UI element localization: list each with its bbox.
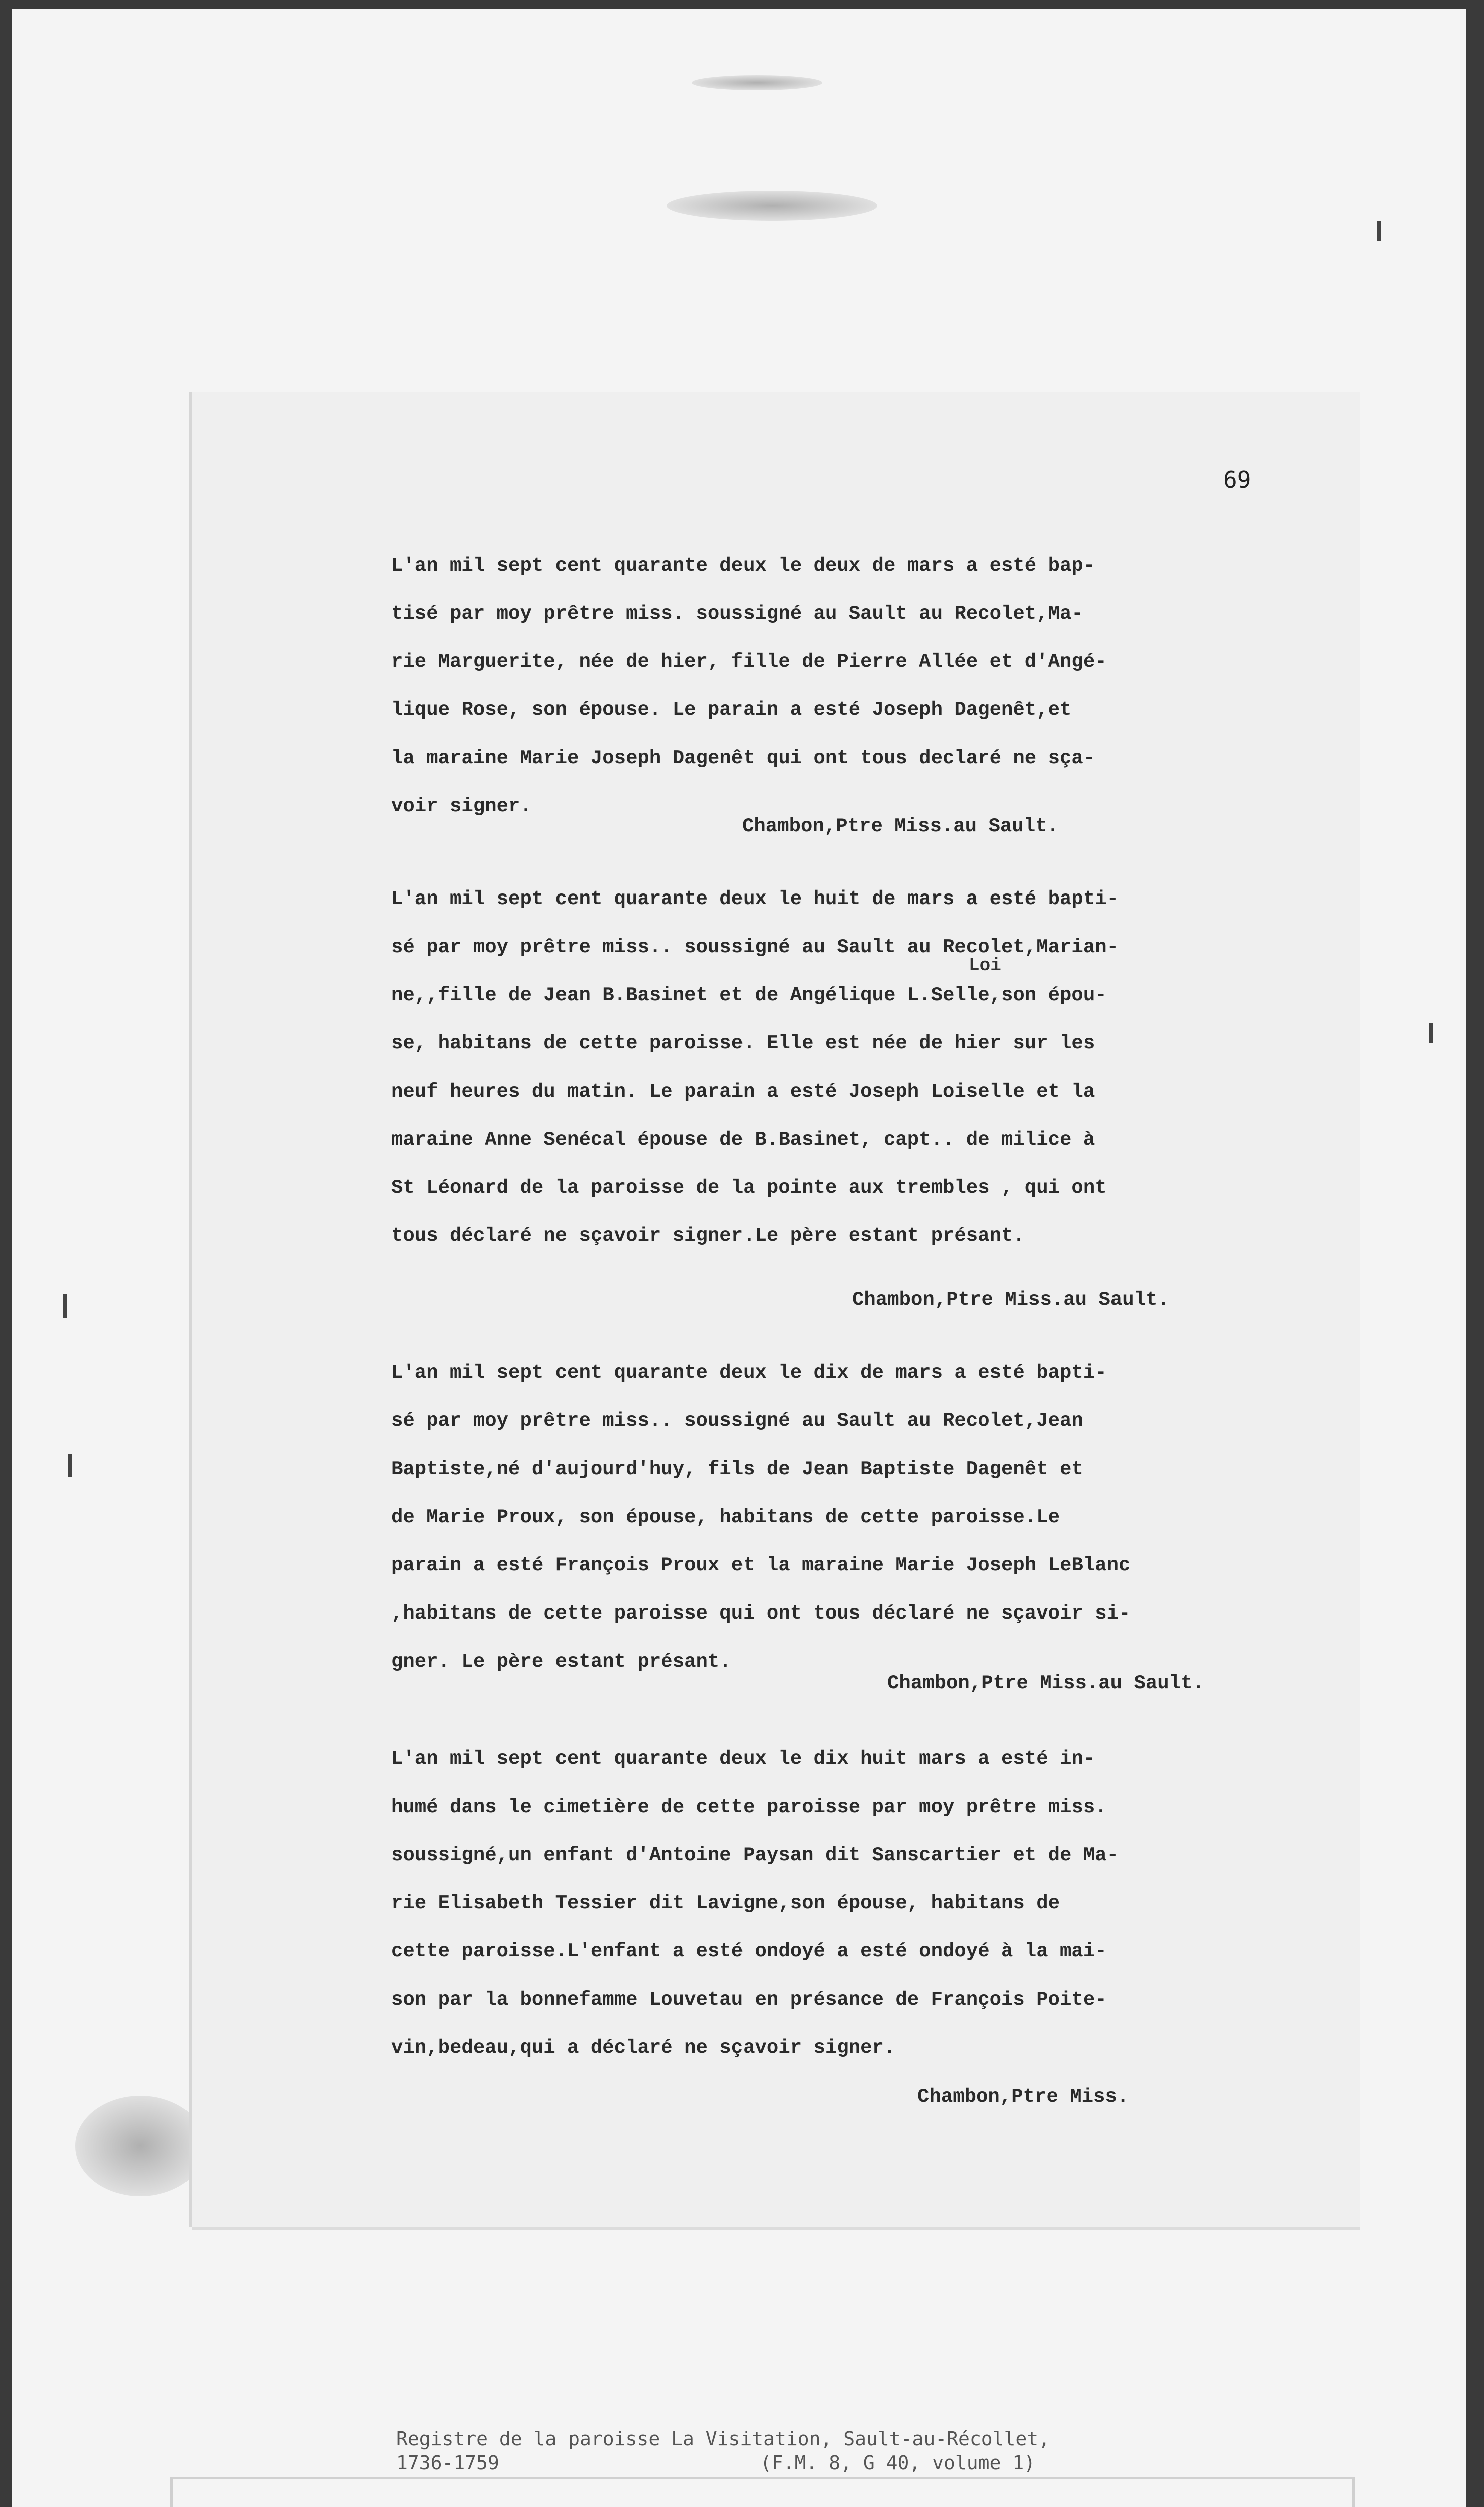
entry-line: cette paroisse.L'enfant a esté ondoyé a esté ondoyé à la mai- bbox=[391, 1940, 1107, 1962]
entry-line: L'an mil sept cent quarante deux le dix huit mars a esté in- bbox=[391, 1748, 1095, 1770]
caption-reference: (F.M. 8, G 40, volume 1) bbox=[760, 2452, 1036, 2474]
entry-line: lique Rose, son épouse. Le parain a esté Joseph Dagenêt,et bbox=[391, 699, 1072, 721]
priest-signature: Chambon,Ptre Miss. bbox=[917, 2086, 1129, 2108]
entry-line: parain a esté François Proux et la maraine Marie Joseph LeBlanc bbox=[391, 1554, 1131, 1576]
entry-line: gner. Le père estant présant. bbox=[391, 1651, 731, 1673]
smudge-mark bbox=[667, 191, 877, 221]
margin-mark bbox=[1429, 1023, 1433, 1043]
entry-line: tous déclaré ne sçavoir signer.Le père estant présant. bbox=[391, 1225, 1025, 1247]
entry-line: son par la bonnefamme Louvetau en présance de François Poite- bbox=[391, 1989, 1107, 2011]
priest-signature: Chambon,Ptre Miss.au Sault. bbox=[852, 1289, 1169, 1311]
page-number: 69 bbox=[1223, 466, 1251, 493]
entry-line: L'an mil sept cent quarante deux le dix de mars a esté bapti- bbox=[391, 1362, 1107, 1384]
entry-line: soussigné,un enfant d'Antoine Paysan dit Sanscartier et de Ma- bbox=[391, 1844, 1119, 1866]
register-entry bbox=[391, 875, 1314, 1260]
register-entry bbox=[391, 542, 1314, 830]
entry-line: de Marie Proux, son épouse, habitans de cette paroisse.Le bbox=[391, 1506, 1060, 1528]
entry-line: rie Elisabeth Tessier dit Lavigne,son épouse, habitans de bbox=[391, 1892, 1060, 1914]
entry-line: humé dans le cimetière de cette paroisse par moy prêtre miss. bbox=[391, 1796, 1107, 1818]
entry-line: se, habitans de cette paroisse. Elle est née de hier sur les bbox=[391, 1032, 1095, 1054]
entry-line: vin,bedeau,qui a déclaré ne sçavoir signer. bbox=[391, 2037, 896, 2059]
archives-stamp-frame bbox=[170, 2477, 1355, 2507]
caption-title: Registre de la paroisse La Visitation, Sault-au-Récollet, bbox=[396, 2428, 1050, 2450]
entry-line: L'an mil sept cent quarante deux le deux de mars a esté bap- bbox=[391, 555, 1095, 577]
smudge-mark bbox=[75, 2096, 206, 2196]
entry-line: la maraine Marie Joseph Dagenêt qui ont tous declaré ne sça- bbox=[391, 747, 1095, 769]
entry-line: rie Marguerite, née de hier, fille de Pierre Allée et d'Angé- bbox=[391, 651, 1107, 673]
register-entry bbox=[391, 1735, 1314, 2072]
entry-line: ,habitans de cette paroisse qui ont tous déclaré ne sçavoir si- bbox=[391, 1602, 1131, 1625]
source-caption bbox=[396, 2427, 1050, 2475]
entry-line: ne,,fille de Jean B.Basinet et de Angélique L.Selle,son épou- bbox=[391, 984, 1107, 1006]
margin-mark bbox=[1377, 221, 1381, 241]
entry-line: sé par moy prêtre miss.. soussigné au Sault au Recolet,Marian- bbox=[391, 936, 1119, 958]
entry-line: voir signer. bbox=[391, 795, 532, 817]
entry-line: tisé par moy prêtre miss. soussigné au Sault au Recolet,Ma- bbox=[391, 603, 1083, 625]
register-entry bbox=[391, 1349, 1314, 1686]
entry-line: St Léonard de la paroisse de la pointe aux trembles , qui ont bbox=[391, 1177, 1107, 1199]
margin-mark bbox=[63, 1294, 67, 1318]
entry-line: L'an mil sept cent quarante deux le huit de mars a esté bapti- bbox=[391, 888, 1119, 910]
interlinear-insertion: Loi bbox=[969, 955, 1001, 976]
smudge-mark bbox=[692, 75, 822, 90]
entry-line: sé par moy prêtre miss.. soussigné au Sault au Recolet,Jean bbox=[391, 1410, 1083, 1432]
priest-signature: Chambon,Ptre Miss.au Sault. bbox=[742, 815, 1059, 837]
entry-line: Baptiste,né d'aujourd'huy, fils de Jean Baptiste Dagenêt et bbox=[391, 1458, 1083, 1480]
priest-signature: Chambon,Ptre Miss.au Sault. bbox=[887, 1672, 1204, 1694]
caption-dates: 1736-1759 bbox=[396, 2452, 499, 2474]
margin-mark bbox=[68, 1454, 72, 1477]
entry-line: maraine Anne Senécal épouse de B.Basinet, capt.. de milice à bbox=[391, 1129, 1095, 1151]
entry-line: neuf heures du matin. Le parain a esté Joseph Loiselle et la bbox=[391, 1081, 1095, 1103]
